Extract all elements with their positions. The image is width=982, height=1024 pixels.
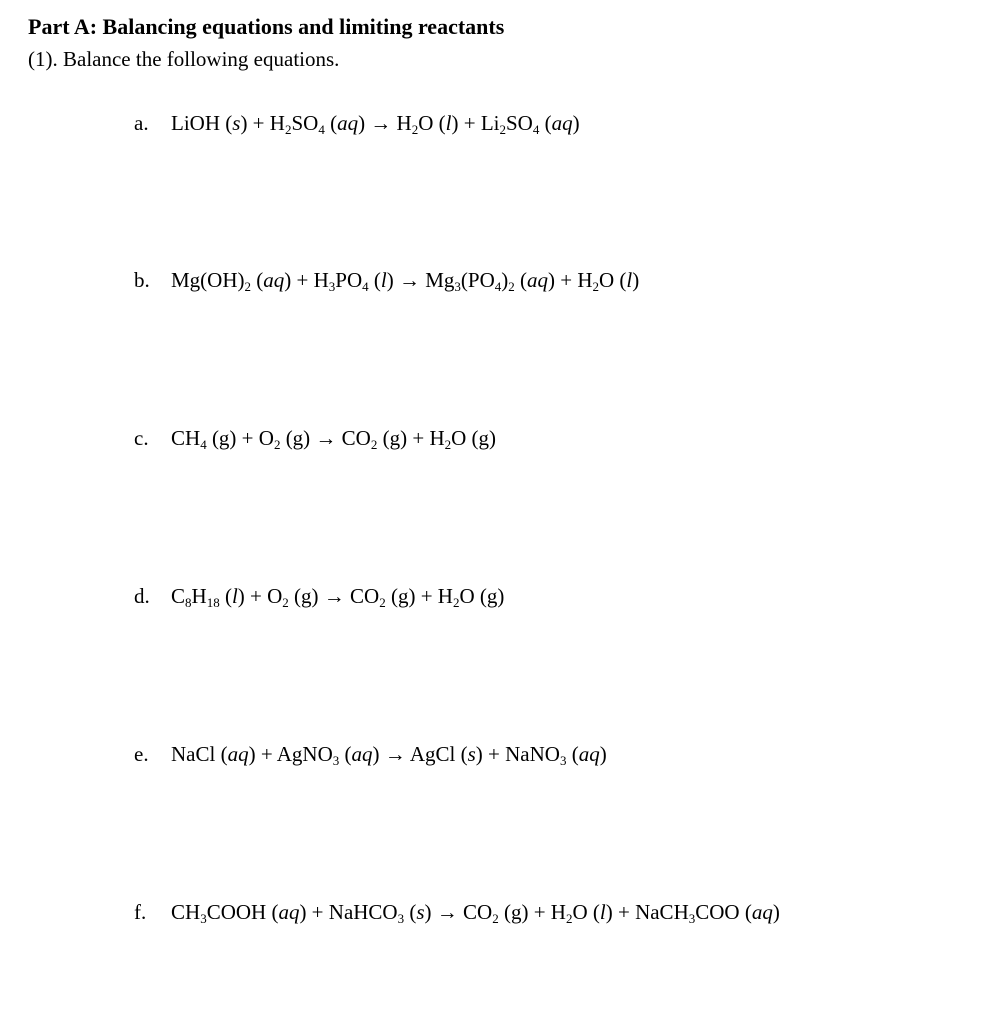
equation-text: LiOH $(s) + H_2SO_4$ $(aq) \to H_2O$ $(l) + Li_2SO_4$ (aq) [171, 111, 580, 137]
equation-label: c. [134, 426, 149, 450]
state-symbol: aq [227, 742, 249, 766]
subscript: 2 [452, 595, 460, 610]
subscript: 4 [362, 279, 369, 294]
subscript: 2 [379, 595, 386, 610]
equation-c [134, 423, 496, 453]
subscript: 2 [282, 595, 289, 610]
subscript: 3 [559, 753, 567, 768]
section-title: Part A: Balancing equations and limiting reactants [28, 14, 505, 39]
state-symbol: aq [278, 900, 300, 924]
state-symbol: l [599, 900, 606, 924]
subscript: 4 [318, 122, 325, 137]
subscript: 18 [206, 595, 220, 610]
equation-e [134, 739, 607, 769]
equation-text: $C_8H_{18}$ $(l) + O_2$ $(g) \to CO_2$ $(g) + H_2O$ (g) [171, 584, 505, 610]
subscript: 2 [370, 437, 378, 452]
subscript: 2 [244, 279, 251, 294]
subscript: 3 [397, 911, 405, 926]
subscript: 3 [688, 911, 696, 926]
subscript: 3 [332, 753, 340, 768]
state-symbol: s [232, 111, 241, 135]
subscript: 2 [565, 911, 573, 926]
equation-text: $CH_3COOH$ (aq) + NaHCO$_3$ $(s) \to CO_2$ $(g) + H_2O$ (l) + NaCH$_3$COO (aq) [171, 900, 780, 926]
subscript: 3 [328, 279, 336, 294]
state-symbol: l [231, 584, 238, 608]
state-symbol: aq [351, 742, 373, 766]
equation-f [134, 897, 780, 927]
equation-label: a. [134, 111, 149, 135]
subscript: 3 [454, 279, 461, 294]
subscript: 4 [494, 279, 502, 294]
subscript: 3 [200, 911, 207, 926]
state-symbol: aq [337, 111, 359, 135]
instruction-text: (1). Balance the following equations. [28, 47, 340, 71]
subscript: 2 [508, 279, 515, 294]
subscript: 2 [411, 122, 419, 137]
equation-a [134, 108, 580, 138]
equation-label: b. [134, 268, 150, 292]
subscript: 2 [273, 437, 281, 452]
state-symbol: l [626, 268, 633, 292]
state-symbol: s [467, 742, 476, 766]
equation-label: d. [134, 584, 150, 608]
state-symbol: aq [263, 268, 285, 292]
state-symbol: aq [578, 742, 600, 766]
equation-text: NaCl (aq) + AgNO$_3$ (aq) → AgCl (s) + NaNO$_3$ (aq) [171, 742, 607, 768]
subscript: 2 [444, 437, 452, 452]
subscript: 8 [185, 595, 192, 610]
subscript: 4 [200, 437, 207, 452]
equation-label: e. [134, 742, 149, 766]
subscript: 4 [532, 122, 540, 137]
state-symbol: l [380, 268, 387, 292]
equation-text: $Mg(OH)_2$ $(aq) + H_3PO_4$ $(l) \to Mg_3(PO_4)_2$ $(aq) + H_2O$ (l) [171, 268, 640, 294]
state-symbol: s [416, 900, 425, 924]
equation-label: f. [134, 900, 147, 924]
state-symbol: l [445, 111, 452, 135]
subscript: 2 [284, 122, 292, 137]
subscript: 2 [499, 122, 506, 137]
equation-b [134, 265, 639, 295]
state-symbol: aq [751, 900, 773, 924]
subscript: 2 [492, 911, 499, 926]
state-symbol: aq [526, 268, 548, 292]
equation-d [134, 581, 504, 611]
equation-text: $CH_4$ $(g) + O_2$ $(g) \to CO_2$ $(g) + H_2O$ (g) [171, 426, 497, 452]
state-symbol: aq [551, 111, 573, 135]
subscript: 2 [592, 279, 599, 294]
